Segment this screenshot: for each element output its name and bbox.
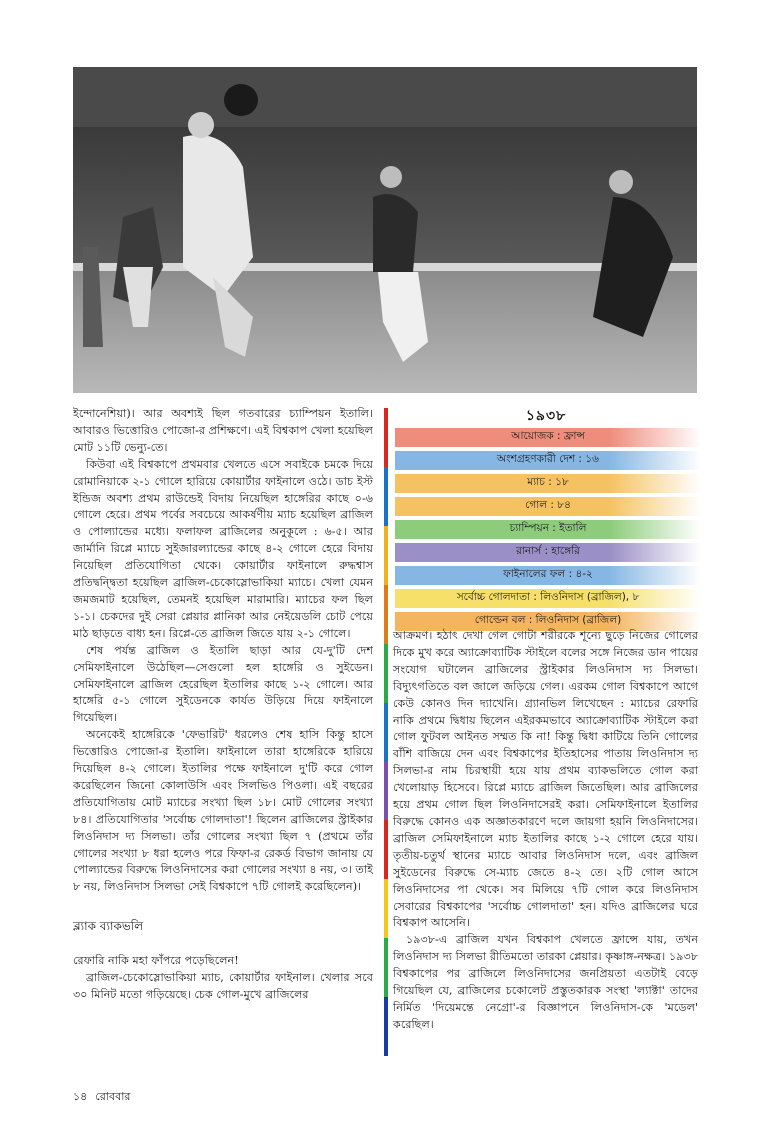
factbox-row: গোল : ৮৪: [395, 497, 701, 516]
paragraph: কিউবা এই বিশ্বকাপে প্রথমবার খেলতে এসে সবাইকে চমকে দিয়ে রোমানিয়াকে ২-১ গোলে হারিয়ে কোয়ার্টার ফাইনালে ওঠে। ডাচ ইস্ট ইন্ডিজ অবশ্য প্রথম রাউন্ডেই বিদায় নিয়েছিল হাঙ্গেরির কাছে ০-৬ গোলে হেরে। প্রথম পর্বের সবচেয়ে আকর্ষণীয় ম্যাচ হয়েছিল ব্রাজিল ও পোল্যান্ডের মধ্যে। ফলাফল ব্রাজিলের অনুকূলে : ৬-৫। আর জার্মানি রিপ্লে ম্যাচে সুইজারল্যান্ডের কাছে ৪-২ গোলে হেরে বিদায় নিয়েছিল প্রতিযোগিতা থেকে। কোয়ার্টার ফাইনালে রুদ্ধশ্বাস প্রতিদ্বন্দ্বিতা হয়েছিল ব্রাজিল-চেকোস্লোভাকিয়া ম্যাচে। খেলা যেমন জমজমাট হয়েছিল, তেমনই হয়েছিল মারামারি। ম্যাচের ফল ছিল ১-১। চেকদের দুই সেরা প্লেয়ার প্লানিকা আর নেইয়েডলি চোট পেয়ে মাঠ ছাড়তে বাধ্য হন। রিপ্লে-তে ব্রাজিল জিতে যায় ২-১ গোলে।: [73, 457, 373, 640]
factbox-row: ফাইনালের ফল : ৪-২: [395, 566, 701, 585]
factbox-row: রানার্স : হাঙ্গেরি: [395, 543, 701, 562]
divider-segment: [384, 408, 388, 467]
factbox-row: গোল্ডেন বল : লিওনিদাস (ব্রাজিল): [395, 612, 701, 631]
page-number: ১৪: [73, 1090, 88, 1103]
left-article-column: [73, 406, 373, 1004]
factbox-row: চ্যাম্পিয়ন : ইতালি: [395, 520, 701, 539]
factbox-row: আয়োজক : ফ্রান্স: [395, 428, 701, 447]
paragraph: শেষ পর্যন্ত ব্রাজিল ও ইতালি ছাড়া আর যে-দু'টি দেশ সেমিফাইনালে উঠেছিল—সেগুলো হল হাঙ্গেরি ও সুইডেন। সেমিফাইনালে ব্রাজিল হেরেছিল ইতালির কাছে ১-২ গোলে। আর হাঙ্গেরি ৫-১ গোলে সুইডেনকে কার্যত উড়িয়ে দিয়ে ফাইনালে গিয়েছিল।: [73, 643, 373, 725]
color-divider: [384, 408, 388, 1056]
divider-segment: [384, 585, 388, 644]
paragraph: ব্রাজিল-চেকোস্লোভাকিয়া ম্যাচ, কোয়ার্টার ফাইনাল। খেলার সবে ৩০ মিনিট মতো গড়িয়েছে। চেক গোল-মুখে ব্রাজিলের: [73, 971, 373, 1001]
divider-segment: [384, 938, 388, 997]
divider-segment: [384, 526, 388, 585]
divider-segment: [384, 703, 388, 762]
football-match-photo: [73, 67, 697, 393]
paragraph: রেফারি নাকি মহা ফাঁপরে পড়েছিলেন!: [73, 954, 239, 968]
divider-segment: [384, 879, 388, 938]
divider-segment: [384, 467, 388, 526]
factbox-row: ম্যাচ : ১৮: [395, 474, 701, 493]
divider-segment: [384, 761, 388, 820]
paragraph: আক্রমণ। হঠাৎ দেখা গেল গোটা শরীরকে শূন্যে ছুড়ে নিজের গোলের দিকে মুখ করে অ্যাক্রোব্যাটিক স্টাইলে বলের সঙ্গে নিজের ডান পায়ের সংযোগ ঘটালেন ব্রাজিলের স্ট্রাইকার লিওনিদাস দ্য সিলভা। বিদ্যুৎগতিতে বল জালে জড়িয়ে গেল। এরকম গোল বিশ্বকাপে আগে কেউ কোনও দিন দ্যাখেনি। গ্র্যানভিল লিখেছেন : ম্যাচের রেফারি নাকি প্রথমে দ্বিধায় ছিলেন এইরকমভাবে অ্যাক্রোব্যাটিক স্টাইলে করা গোল ফুটবল আইনত সম্মত কি না! কিন্তু দ্বিধা কাটিয়ে তিনি গোলের বাঁশি বাজিয়ে দেন এবং বিশ্বকাপের ইতিহাসের পাতায় লিওনিদাস দ্য সিলভা-র নাম চিরস্থায়ী হয়ে যায় প্রথম ব্যাকভলিতে গোল করা খেলোয়াড় হিসেবে। রিপ্লে ম্যাচে ব্রাজিল জিতেছিল। আর ব্রাজিলের হয়ে প্রথম গোল ছিল লিওনিদাসেরই করা। সেমিফাইনালে ইতালির বিরুদ্ধে কোনও এক অজ্ঞাতকারণে দলে জায়গা হয়নি লিওনিদাসের। ব্রাজিল সেমিফাইনালে ম্যাচ ইতালির কাছে ১-২ গোলে হেরে যায়। তৃতীয়-চতুর্থ স্থানের ম্যাচে আবার লিওনিদাস দলে, এবং ব্রাজিল সুইডেনের বিরুদ্ধে সে-ম্যাচ জেতে ৪-২ তে। ২টি গোল আসে লিওনিদাসের পা থেকে। সব মিলিয়ে ৭টি গোল করে লিওনিদাস সেবারের বিশ্বকাপের 'সর্বোচ্চ গোলদাতা' হন। যদিও ব্রাজিলের ঘরে বিশ্বকাপ আসেনি।: [393, 629, 698, 930]
factbox-row: সর্বোচ্চ গোলদাতা : লিওনিদাস (ব্রাজিল), ৮: [395, 589, 701, 608]
subheading: ব্ল্যাক ব্যাকভলি: [73, 919, 144, 934]
right-article-column: [393, 628, 698, 1034]
page-footer: [73, 1088, 130, 1107]
divider-segment: [384, 820, 388, 879]
divider-segment: [384, 644, 388, 703]
divider-segment: [384, 997, 388, 1056]
magazine-name: রোববার: [95, 1090, 131, 1103]
factbox-row: অংশগ্রহণকারী দেশ : ১৬: [395, 451, 701, 470]
factbox-year: ১৯৩৮: [525, 408, 567, 424]
paragraph: ১৯৩৮-এ ব্রাজিল যখন বিশ্বকাপ খেলতে ফ্রান্সে যায়, তখন লিওনিদাস দ্য সিলভা রীতিমতো তারকা প্লেয়ার। কৃষ্ণাঙ্গ-নক্ষত্র। ১৯৩৮ বিশ্বকাপের পর ব্রাজিলে লিওনিদাসের জনপ্রিয়তা এতটাই বেড়ে গিয়েছিল যে, ব্রাজিলের চকোলেট প্রস্তুতকারক সংস্থা 'ল্যাক্টা' তাদের নির্মিত 'দিয়েমন্তে নেগ্রো'-র বিজ্ঞাপনে লিওনিদাস-কে 'মডেল' করেছিল।: [393, 933, 698, 1031]
paragraph: ইন্দোনেশিয়া)। আর অবশ্যই ছিল গতবারের চ্যাম্পিয়ন ইতালি। আবারও ভিত্তোরিও পোজো-র প্রশিক্ষণে। এই বিশ্বকাপ খেলা হয়েছিল মোট ১১টি ভেন্যু-তে।: [73, 407, 373, 454]
factbox: [395, 428, 701, 635]
paragraph: অনেকেই হাঙ্গেরিকে 'ফেভারিট' ধরলেও শেষ হাসি কিন্তু হাসে ভিত্তোরিও পোজো-র ইতালি। ফাইনালে তারা হাঙ্গেরিকে হারিয়ে দিয়েছিল ৪-২ গোলে। ইতালির পক্ষে ফাইনালে দু'টি করে গোল করেছিলেন জিনো কোলাউসি এবং সিলভিও পিওলা। এই বছরের প্রতিযোগিতায় মোট ম্যাচের সংখ্যা ছিল ১৮। মোট গোলের সংখ্যা ৮৪। প্রতিযোগিতার 'সর্বোচ্চ গোলদাতা'! ছিলেন ব্রাজিলের স্ট্রাইকার লিওনিদাস দ্য সিলভা। তাঁর গোলের সংখ্যা ছিল ৭ (প্রথমে তাঁর গোলের সংখ্যা ৮ ধরা হলেও পরে ফিফা-র রেকর্ড বিভাগ জানায় যে পোল্যান্ডের বিরুদ্ধে লিওনিদাসের করা গোলের সংখ্যা ৪ নয়, ৩। তাই ৮ নয়, লিওনিদাস সিলভা সেই বিশ্বকাপে ৭টি গোলই করেছিলেন)।: [73, 728, 373, 894]
